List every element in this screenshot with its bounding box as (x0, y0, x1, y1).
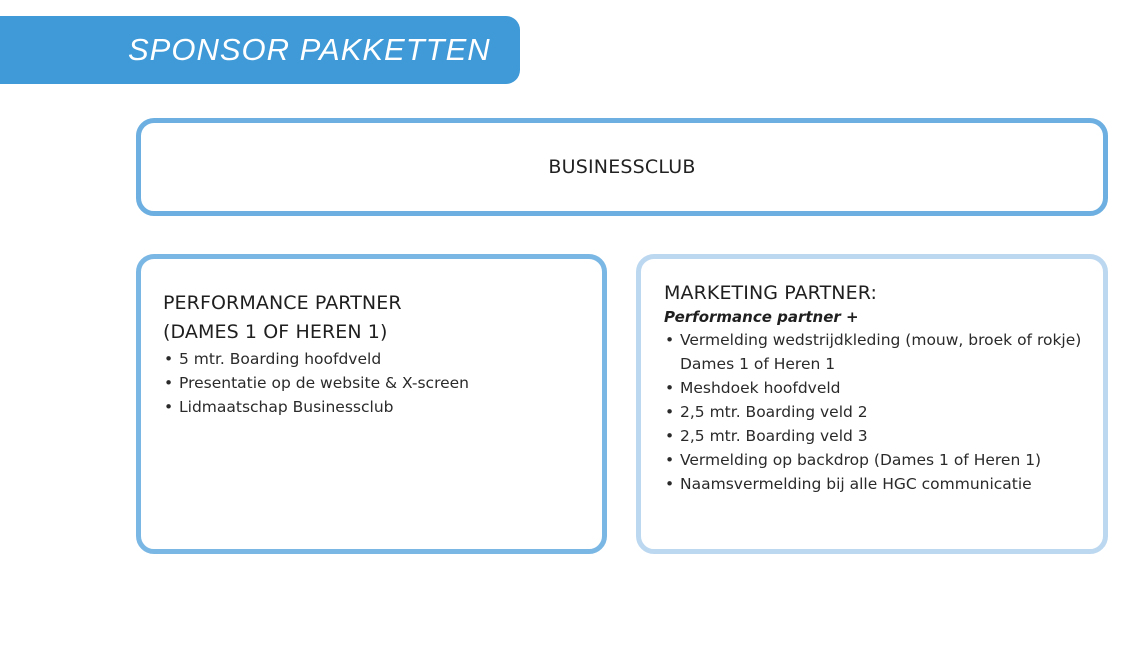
bullet-icon: • (665, 331, 675, 349)
list-item: • 5 mtr. Boarding hoofdveld (163, 347, 582, 371)
performance-partner-title: PERFORMANCE PARTNER (163, 292, 402, 314)
bullet-icon: • (665, 403, 675, 421)
page-banner (0, 16, 520, 84)
list-item: • 2,5 mtr. Boarding veld 2 (664, 400, 1083, 424)
bullet-icon: • (164, 398, 174, 416)
marketing-partner-list (664, 328, 1083, 496)
list-item: • 2,5 mtr. Boarding veld 3 (664, 424, 1083, 448)
bullet-icon: • (665, 451, 675, 469)
bullet-icon: • (164, 350, 174, 368)
bullet-icon: • (164, 374, 174, 392)
businessclub-title: BUSINESSCLUB (548, 156, 696, 178)
marketing-partner-title: MARKETING PARTNER: (664, 282, 877, 304)
list-item: • Meshdoek hoofdveld (664, 376, 1083, 400)
list-item: • Vermelding wedstrijdkleding (mouw, broek of rokje) Dames 1 of Heren 1 (664, 328, 1083, 376)
bullet-icon: • (665, 379, 675, 397)
performance-partner-card (136, 254, 607, 554)
bullet-icon: • (665, 475, 675, 493)
marketing-partner-subtitle: Performance partner + (664, 308, 859, 326)
businessclub-box (136, 118, 1108, 216)
performance-partner-list (163, 347, 582, 419)
banner-title: SPONSOR PAKKETTEN (128, 32, 491, 67)
performance-partner-title-line2: (DAMES 1 OF HEREN 1) (163, 321, 388, 343)
list-item: • Vermelding op backdrop (Dames 1 of Heren 1) (664, 448, 1083, 472)
list-item: • Naamsvermelding bij alle HGC communicatie (664, 472, 1083, 496)
bullet-icon: • (665, 427, 675, 445)
list-item: • Lidmaatschap Businessclub (163, 395, 582, 419)
marketing-partner-card (636, 254, 1108, 554)
list-item: • Presentatie op de website & X-screen (163, 371, 582, 395)
